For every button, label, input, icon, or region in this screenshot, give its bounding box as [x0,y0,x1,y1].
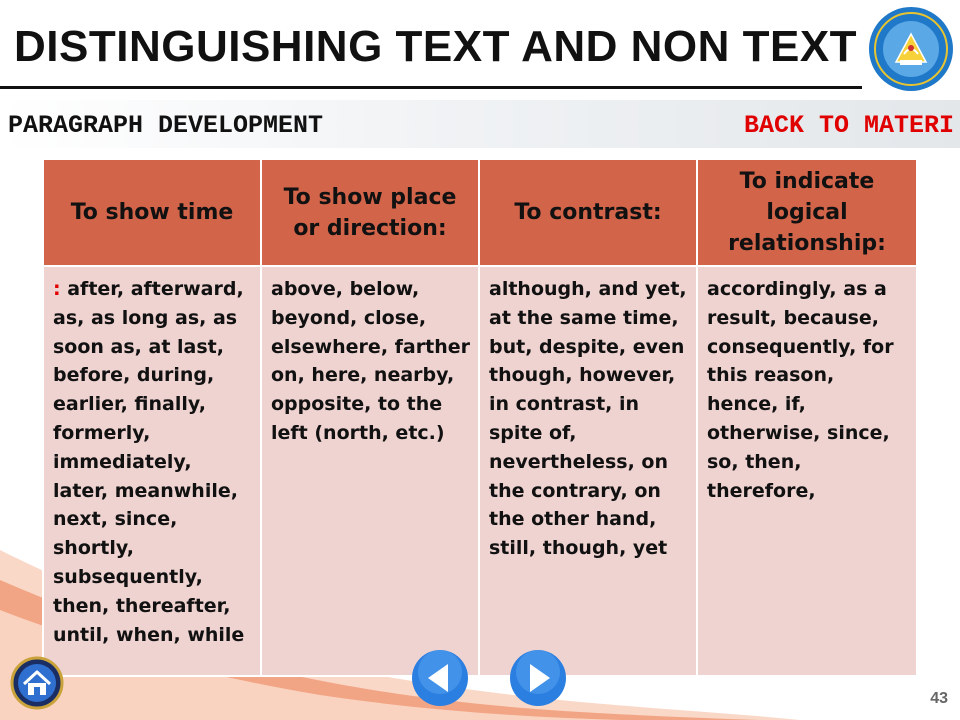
previous-slide-button[interactable] [410,648,470,708]
time-words-text: after, afterward, as, as long as, as soon as, at last, before, during, earlier, finally, formerly, immediately, later, meanwhile, next, since, shortly, subsequently, then, thereafter, until, when, while [53,278,245,646]
header-contrast: To contrast: [479,159,697,266]
cell-place-words: above, below, beyond, close, elsewhere, farther on, here, nearby, opposite, to the left (north, etc.) [261,266,479,676]
cell-logical-words: accordingly, as a result, because, consequently, for this reason, hence, if, otherwise, since, so, then, therefore, [697,266,917,676]
back-to-materi-link[interactable]: BACK TO MATERI [743,111,954,140]
transition-words-table [42,158,918,677]
table-header-row [43,159,917,266]
tut-wuri-handayani-logo [866,4,956,94]
colon-marker: : [53,278,61,300]
header-logical-relationship: To indicate logical relationship: [697,159,917,266]
page-number: 43 [930,690,948,707]
section-subtitle: PARAGRAPH DEVELOPMENT [8,111,324,140]
table-row [43,266,917,676]
home-button[interactable] [10,656,64,710]
title-underline [0,86,862,89]
header-place-direction: To show place or direction: [261,159,479,266]
slide-title: DISTINGUISHING TEXT AND NON TEXT [14,22,858,71]
cell-contrast-words: although, and yet, at the same time, but, despite, even though, however, in contrast, in spite of, nevertheless, on the contrary, on the other hand, still, though, yet [479,266,697,676]
cell-time-words [43,266,261,676]
next-slide-button[interactable] [508,648,568,708]
header-time: To show time [43,159,261,266]
